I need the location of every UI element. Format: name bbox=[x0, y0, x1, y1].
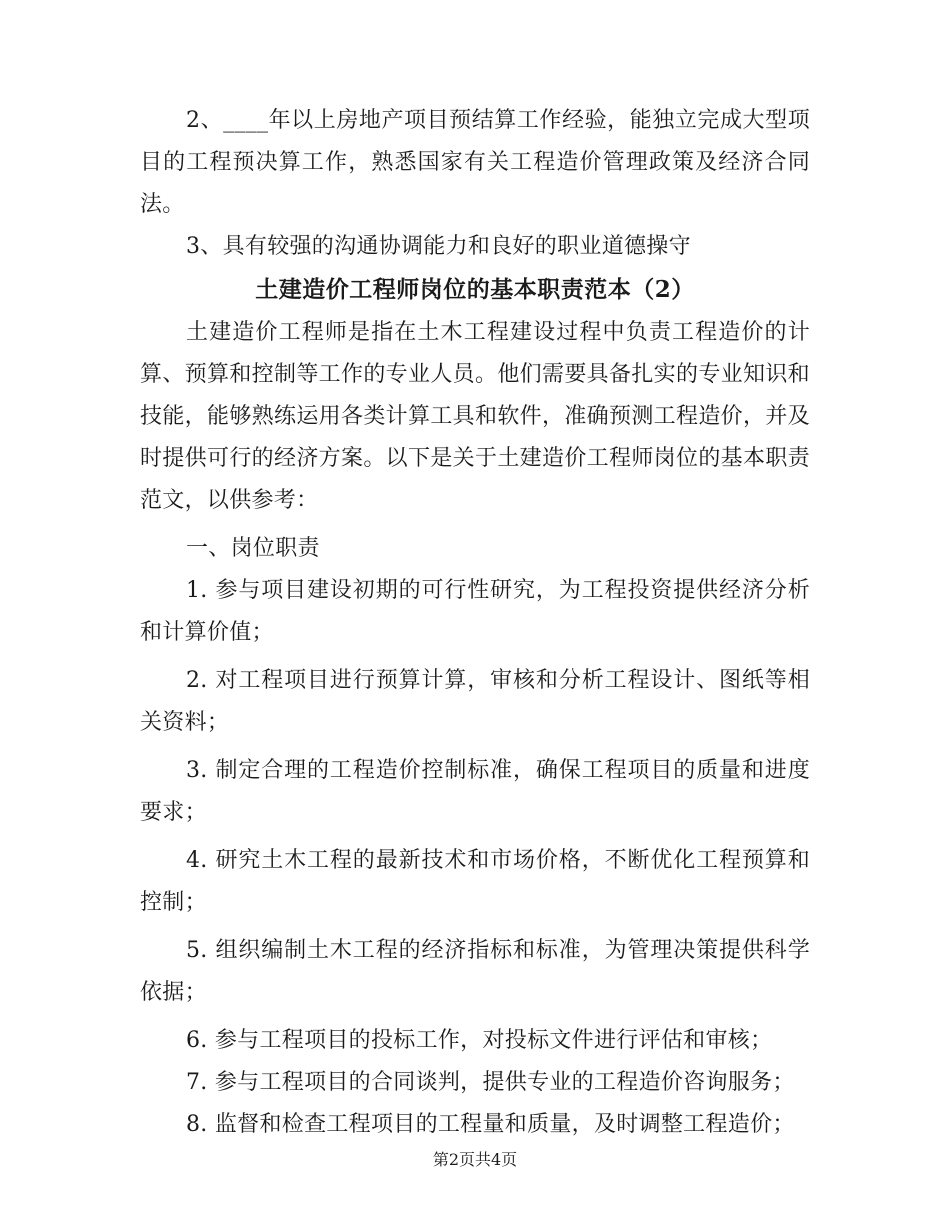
duty-item: 5. 组织编制土木工程的经济指标和标准，为管理决策提供科学依据； bbox=[140, 938, 810, 1005]
duty-item: 3. 制定合理的工程造价控制标准，确保工程项目的质量和进度要求； bbox=[140, 758, 810, 825]
section-heading: 一、岗位职责 bbox=[186, 536, 320, 561]
document-title: 土建造价工程师岗位的基本职责范本（2） bbox=[255, 276, 695, 303]
requirement-paragraph-2: 2、____年以上房地产项目预结算工作经验，能独立完成大型项目的工程预决算工作，熟悉国家有关工程造价管理政策及经济合同法。 bbox=[140, 108, 810, 217]
page-number: 第2页共4页 bbox=[432, 1150, 518, 1169]
duty-item: 6. 参与工程项目的投标工作，对投标文件进行评估和审核； bbox=[186, 1028, 773, 1053]
duty-list bbox=[140, 570, 810, 1146]
duty-item: 2. 对工程项目进行预算计算，审核和分析工程设计、图纸等相关资料； bbox=[140, 668, 810, 735]
duty-item: 8. 监督和检查工程项目的工程量和质量，及时调整工程造价； bbox=[186, 1112, 795, 1137]
duty-item: 7. 参与工程项目的合同谈判，提供专业的工程造价咨询服务； bbox=[186, 1070, 795, 1095]
duty-item: 4. 研究土木工程的最新技术和市场价格，不断优化工程预算和控制； bbox=[140, 848, 810, 915]
document-body bbox=[140, 100, 810, 1146]
requirement-paragraph-3: 3、具有较强的沟通协调能力和良好的职业道德操守 bbox=[186, 234, 691, 259]
intro-paragraph: 土建造价工程师是指在土木工程建设过程中负责工程造价的计算、预算和控制等工作的专业人员。他们需要具备扎实的专业知识和技能，能够熟练运用各类计算工具和软件，准确预测工程造价，并及时提供可行的经济方案。以下是关于土建造价工程师岗位的基本职责范文，以供参考： bbox=[140, 320, 810, 513]
duty-item: 1. 参与项目建设初期的可行性研究，为工程投资提供经济分析和计算价值； bbox=[140, 578, 810, 645]
